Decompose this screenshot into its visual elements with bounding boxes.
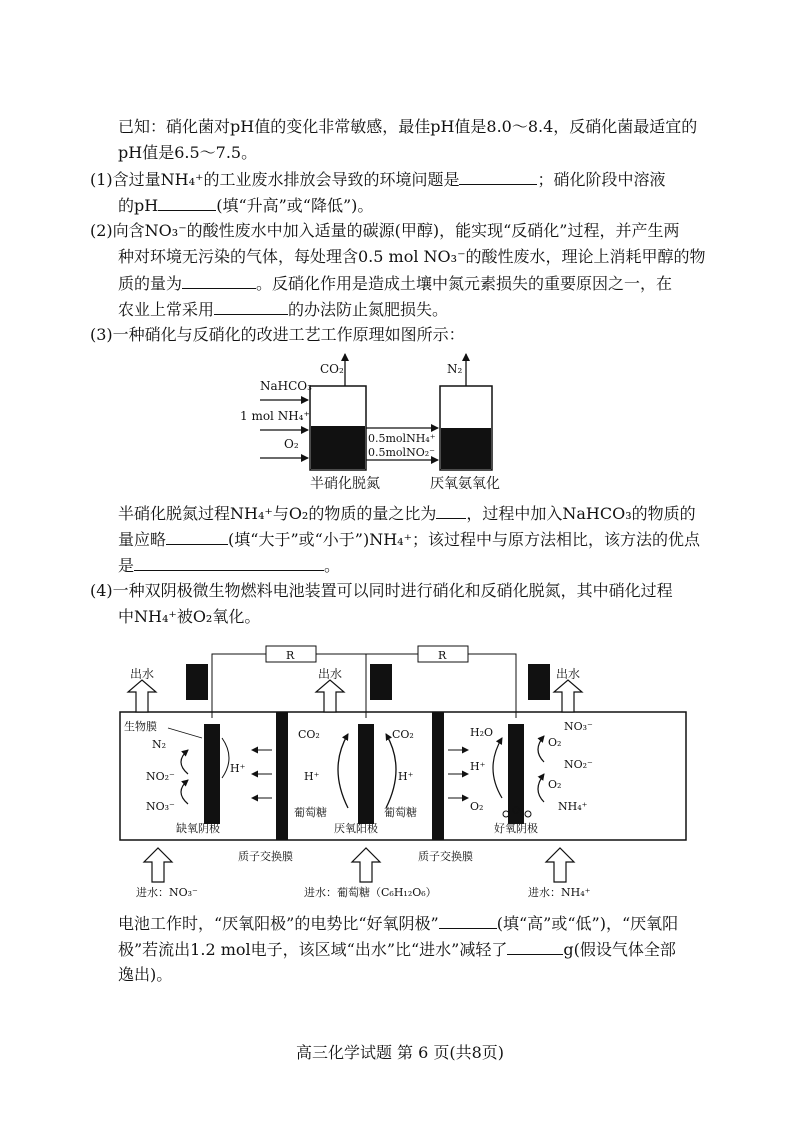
outflow-block-left (186, 664, 208, 700)
outflow-arrow-right (554, 680, 582, 712)
membrane-right-label: 质子交换膜 (418, 850, 473, 863)
cathode2-label: 好氧阴极 (494, 822, 538, 835)
right-h2o-label: H₂O (470, 726, 494, 739)
q2-line-1: (2)向含NO₃⁻的酸性废水中加入适量的碳源(甲醇)，能实现“反硝化”过程，并产生两 (90, 221, 680, 240)
q3-text-a: 半硝化脱氮过程NH₄⁺与O₂的物质的量之比为 (118, 504, 437, 523)
right-o2-left-label: O₂ (470, 800, 484, 813)
q3-answer-line-1 (118, 500, 696, 527)
q3-answer-line-3 (118, 552, 340, 579)
q2-answer-blank-1[interactable] (182, 270, 256, 289)
right-o2-2-label: O₂ (548, 778, 562, 791)
outflow-arrow-mid (316, 680, 344, 712)
wire-left (212, 654, 266, 718)
mid-no2-label: 0.5molNO₂⁻ (368, 446, 435, 459)
q4-text-a: 电池工作时，“厌氧阳极”的电势比“好氧阴极” (118, 914, 439, 933)
q3-text-e: 是 (118, 556, 135, 575)
q2-text-a: 质的量为 (118, 274, 183, 293)
q4-text-d: g(假设气体全部 (563, 940, 676, 959)
mid-co2-left-label: CO₂ (298, 728, 320, 741)
left-reactor-sludge (311, 426, 365, 469)
q4-answer-blank-2[interactable] (507, 936, 563, 955)
left-n2-label: N₂ (152, 738, 167, 751)
q3-text-d: (填“大于”或“小于”)NH₄⁺；该过程中与原方法相比，该方法的优点 (228, 530, 701, 549)
proton-membrane-right (432, 712, 444, 840)
out-label-mid: 出水 (318, 667, 343, 681)
biofilm-pointer (168, 728, 202, 738)
q2-line-4 (118, 296, 448, 323)
left-caption: 半硝化脱氮 (310, 476, 380, 490)
resistor-left-label: R (286, 649, 295, 662)
q4-answer-line-3: 逸出)。 (118, 965, 173, 984)
aerobic-cathode-electrode (508, 724, 524, 824)
nahco3-label: NaHCO₃ (260, 379, 312, 393)
intro-line-1: 已知：硝化菌对pH值的变化非常敏感，最佳pH值是8.0～8.4，反硝化菌最适宜的 (118, 117, 698, 136)
inflow-arrow-left (144, 848, 172, 882)
left-electrode-loop (222, 738, 229, 778)
out-label-left: 出水 (130, 667, 155, 681)
q1-answer-blank-2[interactable] (158, 192, 216, 211)
inflow-nh4-label: 进水：NH₄⁺ (528, 886, 591, 899)
glucose-to-co2-left (338, 734, 348, 808)
nitrification-process-diagram (240, 348, 540, 490)
q4-text-c: 极”若流出1.2 mol电子，该区域“出水”比“进水”减轻了 (118, 940, 508, 959)
inflow-no3-label: 进水：NO₃⁻ (136, 886, 198, 899)
o2-bubble-3 (525, 811, 531, 817)
left-no3-label: NO₃⁻ (146, 800, 175, 813)
mid-co2-right-label: CO₂ (392, 728, 414, 741)
q4-line-1: (4)一种双阴极微生物燃料电池装置可以同时进行硝化和反硝化脱氮，其中硝化过程 (90, 581, 673, 600)
q1-text-c: 的pH (118, 196, 159, 215)
inflow-arrow-mid (352, 848, 380, 882)
right-no2-label: NO₂⁻ (564, 758, 593, 771)
fuel-cell-diagram (108, 638, 698, 900)
q3-text-f: 。 (324, 556, 341, 575)
no3-to-no2-arrow (181, 780, 188, 804)
mid-glucose-right-label: 葡萄糖 (384, 806, 417, 819)
q3-answer-blank-3[interactable] (134, 552, 324, 571)
q1-line-1 (90, 166, 666, 193)
outflow-block-mid (370, 664, 392, 700)
out-label-right: 出水 (556, 667, 581, 681)
q1-line-2 (118, 192, 373, 219)
q4-answer-blank-1[interactable] (439, 910, 497, 929)
glucose-to-co2-right (386, 734, 396, 808)
co2-label: CO₂ (320, 362, 344, 376)
mid-hplus-right-label: H⁺ (398, 770, 414, 783)
right-hplus-label: H⁺ (470, 760, 486, 773)
nh4-in-label: 1 mol NH₄⁺ (240, 409, 310, 423)
right-nh4-label: NH₄⁺ (558, 800, 588, 813)
q2-answer-blank-2[interactable] (214, 296, 288, 315)
q2-line-2: 种对环境无污染的气体，每处理含0.5 mol NO₃⁻的酸性废水，理论上消耗甲醇的物 (118, 247, 706, 266)
q4-answer-line-1 (118, 910, 678, 937)
mid-glucose-left-label: 葡萄糖 (294, 806, 327, 819)
right-reactor-sludge (441, 428, 491, 469)
o2-label: O₂ (284, 437, 299, 451)
proton-membrane-left (276, 712, 288, 840)
q3-answer-blank-2[interactable] (166, 526, 228, 545)
mid-hplus-left-label: H⁺ (304, 770, 320, 783)
q1-text-a: (1)含过量NH₄⁺的工业废水排放会导致的环境问题是 (90, 170, 460, 189)
q2-text-b: 。反硝化作用是造成土壤中氮元素损失的重要原因之一，在 (256, 274, 673, 293)
cathode1-label: 缺氧阴极 (176, 822, 220, 835)
q1-text-d: (填“升高”或“降低”)。 (216, 196, 374, 215)
q2-text-d: 的办法防止氮肥损失。 (288, 300, 449, 319)
q4-answer-line-2 (118, 936, 676, 963)
biofilm-label: 生物膜 (124, 720, 157, 733)
q3-line-1: (3)一种硝化与反硝化的改进工艺工作原理如图所示： (90, 325, 465, 344)
q3-text-c: 量应略 (118, 530, 167, 549)
q3-text-b: ，过程中加入NaHCO₃的物质的 (466, 504, 696, 523)
nh4-to-no2-arrow (538, 774, 544, 802)
left-no2-label: NO₂⁻ (146, 770, 175, 783)
right-caption: 厌氧氨氧化 (430, 476, 500, 490)
anoxic-cathode-electrode (204, 724, 220, 824)
q1-text-b: ；硝化阶段中溶液 (537, 170, 666, 189)
q2-line-3 (118, 270, 672, 297)
outflow-arrow-left (128, 680, 156, 712)
mid-nh4-label: 0.5molNH₄⁺ (368, 432, 436, 445)
q1-answer-blank-1[interactable] (459, 166, 537, 185)
resistor-right-label: R (438, 649, 447, 662)
anaerobic-anode-electrode (358, 724, 374, 824)
right-o2-1-label: O₂ (548, 736, 562, 749)
q2-text-c: 农业上常采用 (118, 300, 215, 319)
wire-right (468, 654, 516, 718)
membrane-left-label: 质子交换膜 (238, 850, 293, 863)
o2-to-h2o-arrow (493, 738, 502, 798)
page-footer: 高三化学试题 第 6 页(共8页) (295, 1043, 505, 1062)
anode-label: 厌氧阳极 (334, 822, 378, 835)
q4-text-b: (填“高”或“低”)，“厌氧阳 (496, 914, 679, 933)
q3-answer-blank-1[interactable] (436, 500, 466, 519)
right-no3-label: NO₃⁻ (564, 720, 593, 733)
intro-line-2: pH值是6.5～7.5。 (118, 143, 258, 162)
outflow-block-right (528, 664, 550, 700)
inflow-glucose-label: 进水：葡萄糖（C₆H₁₂O₆） (304, 886, 437, 899)
no2-to-n2-arrow (181, 750, 188, 774)
left-hplus-label: H⁺ (230, 762, 246, 775)
n2-label: N₂ (447, 362, 463, 376)
inflow-arrow-right (546, 848, 574, 882)
no2-to-no3-arrow (538, 736, 544, 762)
q3-answer-line-2 (118, 526, 700, 553)
q4-line-2: 中NH₄⁺被O₂氧化。 (118, 607, 261, 626)
